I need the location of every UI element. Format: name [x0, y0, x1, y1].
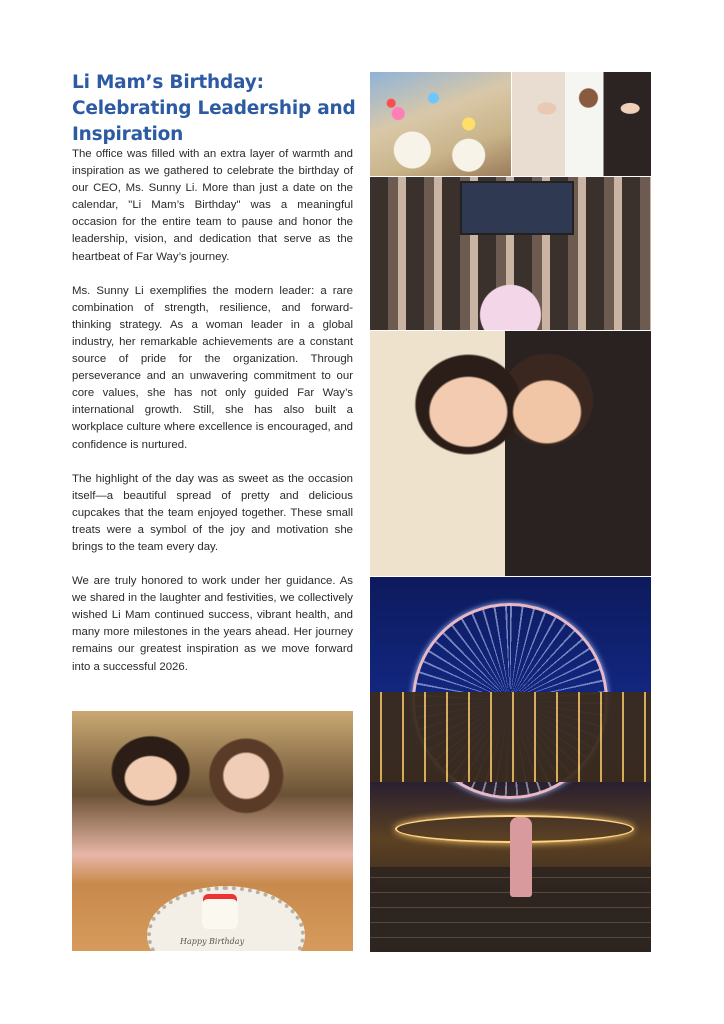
photo-trio-with-cupcakes [512, 72, 651, 176]
article-title: Li Mam’s Birthday: Celebrating Leadership and Inspiration [72, 72, 356, 145]
photo-closeup-two-women [370, 331, 651, 576]
photo-cupcakes [370, 72, 511, 176]
plate-inscription: Happy Birthday [180, 937, 245, 946]
photo-birthday-dinner [72, 711, 353, 951]
building-graphic [370, 692, 651, 782]
paragraph-highlight: The highlight of the day was as sweet as the occasion itself—a beautiful spread of pretty and delicious cupcakes that the team enjoyed together. These small treats were a symbol of the joy and motivation she brings to the team every day. [72, 472, 353, 553]
paragraph-intro: The office was filled with an extra layer of warmth and inspiration as we gathered to celebrate the birthday of our CEO, Ms. Sunny Li. More than just a date on the calendar, "Li Mam’s Birthday" was a meaningful occasion for the entire team to pause and honor the leadership, vision, and dedication that serve as the heartbeat of Far Way’s journey. [72, 148, 353, 263]
cake-graphic [202, 899, 238, 929]
paragraph-leadership: Ms. Sunny Li exemplifies the modern leader: a rare combination of strength, resilience, and forward-thinking strategy. As a woman leader in a global industry, her remarkable achievements are a constant source of pride for the organization. Through perseverance and an unwavering commitment to our core values, she has not only guided Far Way’s international growth. Still, she has also built a workplace culture where excellence is encouraged, and confidence is nurtured. [72, 284, 353, 451]
paragraph-closing: We are truly honored to work under her guidance. As we shared in the laughter and festivities, we collectively wished Li Mam continued success, vibrant health, and many more milestones in the years ahead. Her journey remains our greatest inspiration as we move forward into a successful 2026. [72, 575, 353, 673]
person-figure [510, 817, 532, 897]
photo-night-ferris-wheel [370, 577, 651, 952]
article-body [72, 146, 353, 693]
photo-team-group [370, 177, 651, 330]
